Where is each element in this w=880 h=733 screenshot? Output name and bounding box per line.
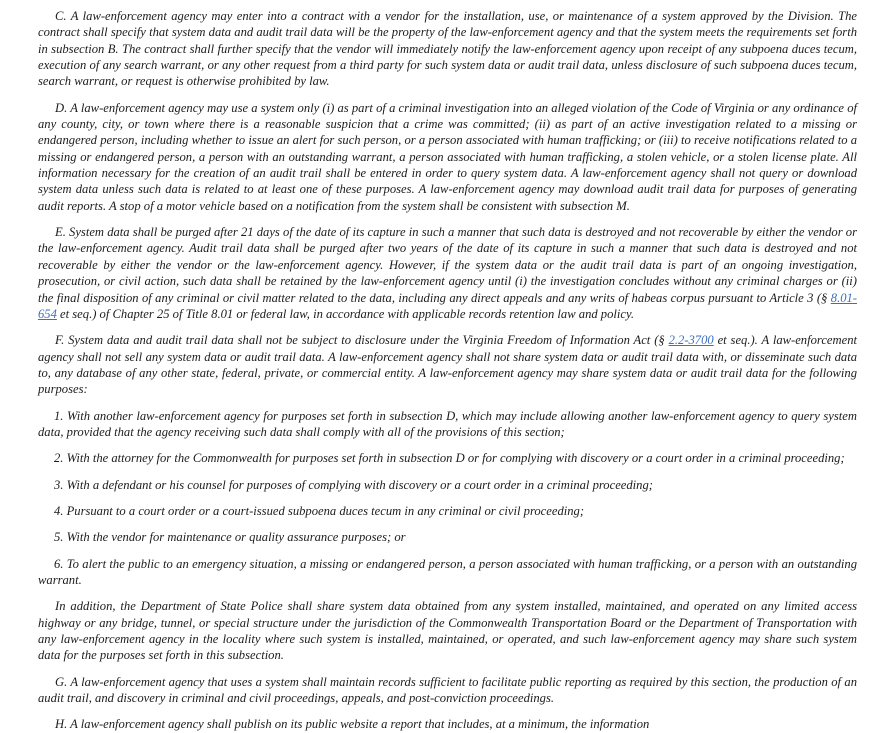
subsection-f-text-before-link: F. System data and audit trail data shall not be subject to disclosure under the Virginia Freedom of Information Act (§ [55, 333, 669, 348]
paragraph-subsection-g: G. A law-enforcement agency that uses a system shall maintain records sufficient to facilitate public reporting as required by this section, the production of an audit trail, and discovery in criminal and civil proceedings, appeals, and post-conviction proceedings. [38, 674, 857, 706]
code-section-link-2-2-3700[interactable]: 2.2-3700 [668, 333, 714, 348]
subsection-e-text-before-link: E. System data shall be purged after 21 days of the date of its capture in such a manner that such data is destroyed and not recoverable by either the vendor or the law-enforcement agency. Audit trail data shall be purged after two years of the date of its capture in such a manner that such data is destroyed and not recoverable by either the vendor or the law-enforcement agency. However, if the system data or the audit trail data is part of an ongoing investigation, prosecution, or civil action, such data shall be retained by the law-enforcement agency until (i) the investigation concludes without any criminal charges or (ii) the final disposition of any criminal or civil matter related to the data, including any direct appeals and any writs of habeas corpus pursuant to Article 3 (§ [38, 225, 857, 305]
subsection-f-text-after-link: et seq.). A law-enforcement agency shall not sell any system data or audit trail data. A law-enforcement agency shall not share system data or audit trail data with, or disseminate such data to, any database of any other state, federal, private, or commercial entity. A law-enforcement agency may share system data or audit trail data for the following purposes: [38, 333, 857, 397]
list-item-3: 3. With a defendant or his counsel for purposes of complying with discovery or a court order in a criminal proceeding; [54, 477, 653, 492]
paragraph-subsection-e [38, 224, 857, 322]
list-item-2: 2. With the attorney for the Commonwealth for purposes set forth in subsection D or for complying with discovery or a court order in a criminal proceeding; [54, 451, 845, 466]
list-item-6: 6. To alert the public to an emergency situation, a missing or endangered person, a person associated with human trafficking, or a person with an outstanding warrant. [38, 556, 857, 587]
paragraph-subsection-f [38, 332, 857, 397]
code-section-link-8-01-654[interactable]: 8.01-654 [38, 290, 857, 321]
paragraph-state-police: In addition, the Department of State Police shall share system data obtained from any system installed, maintained, and operated on any limited access highway or any bridge, tunnel, or special structure under the jurisdiction of the Commonwealth Transportation Board or the Department of Transportation with any law-enforcement agency in the locality where such system is installed, maintained, or operated, and such law-enforcement agency may share such system data for the purposes set forth in this subsection. [38, 599, 857, 663]
paragraph-subsection-d: D. A law-enforcement agency may use a system only (i) as part of a criminal investigation into an alleged violation of the Code of Virginia or any ordinance of any county, city, or town where there is a reasonable suspicion that a crime was committed; (ii) as part of an active investigation related to a missing or endangered person, including whether to issue an alert for such person, or a person associated with human trafficking; or (iii) to receive notifications related to a missing or endangered person, a person with an outstanding warrant, a person associated with human trafficking, a stolen vehicle, or a stolen license plate. All information necessary for the creation of an audit trail shall be entered in order to query system data. A law-enforcement agency shall not query or download system data unless such data is related to at least one of these purposes. A law-enforcement agency may download audit trail data for purposes of generating audit reports. A stop of a motor vehicle based on a notification from the system shall be consistent with subsection M. [38, 100, 857, 213]
list-item-5: 5. With the vendor for maintenance or quality assurance purposes; or [54, 530, 406, 545]
list-item-1: 1. With another law-enforcement agency for purposes set forth in subsection D, which may include allowing another law-enforcement agency to query system data, provided that the agency receiving such data shall comply with all of the provisions of this section; [38, 408, 857, 439]
paragraph-subsection-c: C. A law-enforcement agency may enter into a contract with a vendor for the installation, use, or maintenance of a system approved by the Division. The contract shall specify that system data and audit trail data will be the property of the law-enforcement agency and that the system meets the requirements set forth in subsection B. The contract shall further specify that the vendor will immediately notify the law-enforcement agency upon receipt of any subpoena duces tecum, execution of any search warrant, or any other request from a third party for such system data or audit trail data, unless disclosure of such subpoena duces tecum, search warrant, or request is otherwise prohibited by law. [38, 9, 857, 89]
list-item-4: 4. Pursuant to a court order or a court-issued subpoena duces tecum in any criminal or civil proceeding; [54, 503, 585, 518]
subsection-e-text-after-link: et seq.) of Chapter 25 of Title 8.01 or federal law, in accordance with applicable records retention law and policy. [56, 306, 635, 321]
paragraph-subsection-h-partial: H. A law-enforcement agency shall publish on its public website a report that includes, at a minimum, the information [55, 717, 650, 732]
